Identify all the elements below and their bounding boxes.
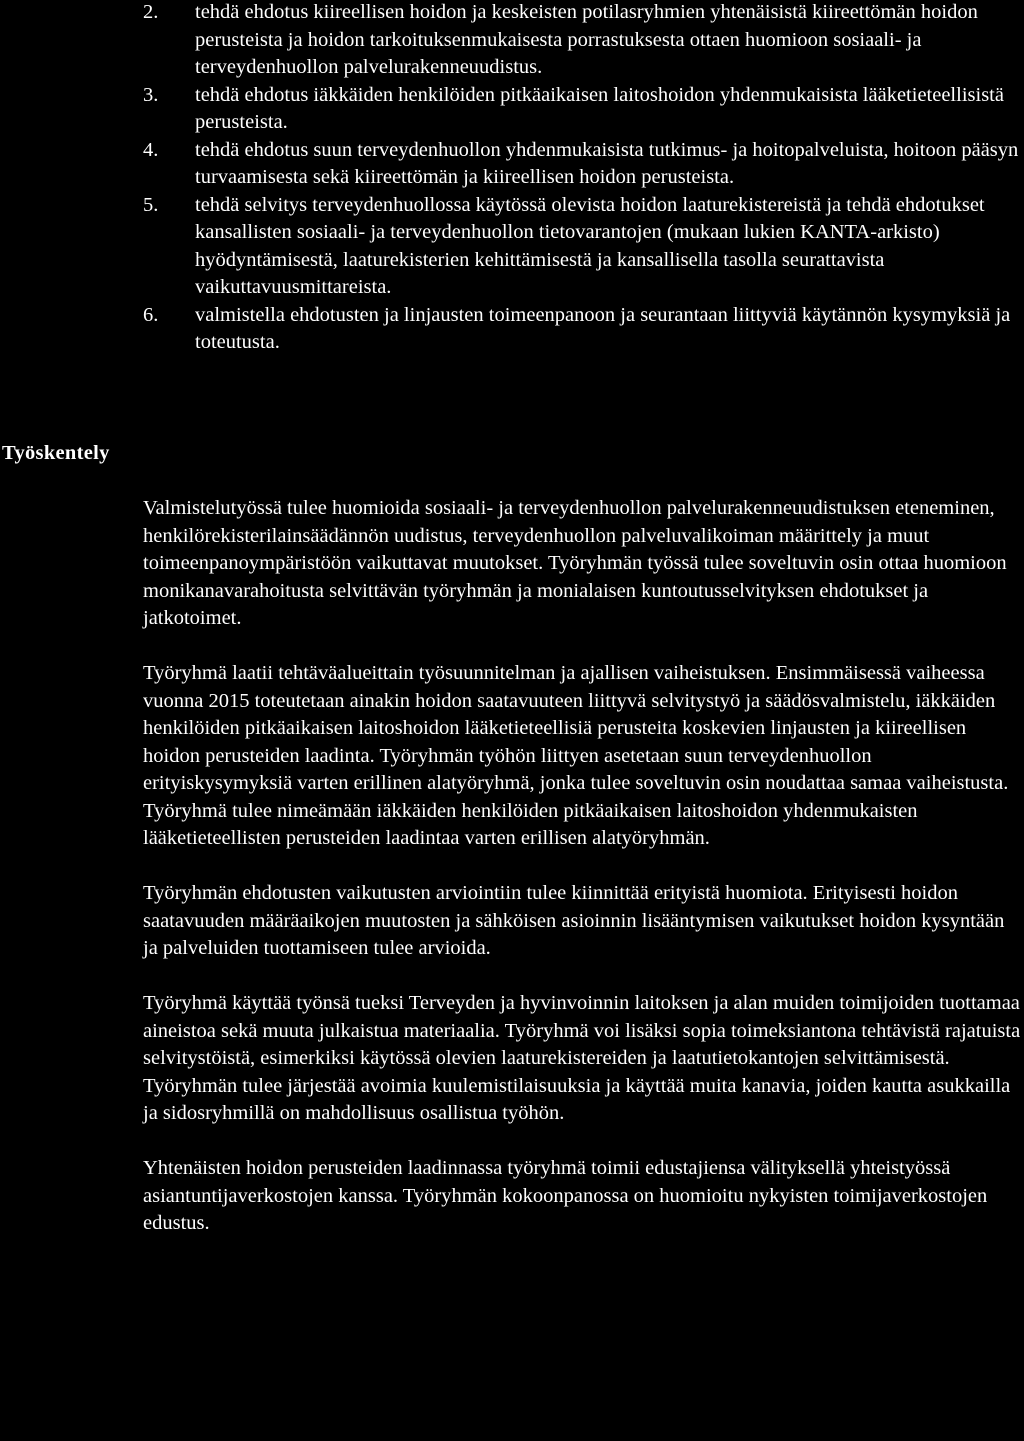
paragraph: Työryhmän ehdotusten vaikutusten arviointiin tulee kiinnittää erityistä huomiota. Erityisesti hoidon saatavuuden määräaikojen muutosten ja sähköisen asioinnin lisääntymisen vaikutukset hoidon kysyntään ja palveluiden tuottamiseen tulee arvioida. xyxy=(143,882,1005,959)
list-item-number: 5. xyxy=(143,193,159,216)
list-item-text: valmistella ehdotusten ja linjausten toimeenpanoon ja seurantaan liittyviä käytännön kysymyksiä ja toteutusta. xyxy=(195,303,1011,353)
paragraph: Yhtenäisten hoidon perusteiden laadinnassa työryhmä toimii edustajiensa välityksellä yhteistyössä asiantuntijaverkostojen kanssa. Työryhmän kokoonpanossa on huomioitu nykyisten toimijaverkostojen edustus. xyxy=(143,1157,988,1234)
paragraph: Valmistelutyössä tulee huomioida sosiaali- ja terveydenhuollon palvelurakenneuudistuksen eteneminen, henkilörekisterilainsäädännön uudistus, terveydenhuollon palveluvalikoiman määrittely ja muut toimeenpanoympäristöön vaikuttavat muutokset. Työryhmän työssä tulee soveltuvin osin ottaa huomioon monikanavarahoitusta selvittävän työryhmän ja monialaisen kuntoutusselvityksen ehdotukset ja jatkotoimet. xyxy=(143,497,1007,629)
task-list xyxy=(143,0,1021,357)
list-item xyxy=(143,137,1021,192)
list-item-text: tehdä selvitys terveydenhuollossa käytössä olevista hoidon laaturekistereistä ja tehdä ehdotukset kansallisten sosiaali- ja terveydenhuollon tietovarantojen (mukaan lukien KANTA-arkisto) hyödyntämisestä, laaturekisterien kehittämisestä ja kansallisella tasolla seurattavista vaikuttavuusmittareista. xyxy=(195,193,985,298)
paragraph: Työryhmä käyttää työnsä tueksi Terveyden ja hyvinvoinnin laitoksen ja alan muiden toimijoiden tuottamaa aineistoa sekä muuta julkaistua materiaalia. Työryhmä voi lisäksi sopia toimeksiantona tehtävistä rajatuista selvitystöistä, esimerkiksi käytössä olevien laaturekistereiden ja laatutietokantojen selvittämisestä. Työryhmän tulee järjestää avoimia kuulemistilaisuuksia ja käyttää muita kanavia, joiden kautta asukkailla ja sidosryhmillä on mahdollisuus osallistua työhön. xyxy=(143,992,1021,1124)
list-item-text: tehdä ehdotus iäkkäiden henkilöiden pitkäaikaisen laitoshoidon yhdenmukaisista lääketieteellisistä perusteista. xyxy=(195,83,1004,133)
list-item-number: 3. xyxy=(143,83,159,106)
list-item xyxy=(143,302,1021,357)
list-item-number: 2. xyxy=(143,1,159,23)
list-item xyxy=(143,0,1021,82)
list-item xyxy=(143,82,1021,137)
section-heading: Työskentely xyxy=(2,442,110,464)
section-body xyxy=(143,495,1023,1265)
list-item-text: tehdä ehdotus suun terveydenhuollon yhdenmukaisista tutkimus- ja hoitopalveluista, hoitoon pääsyn turvaamisesta sekä kiireettömän ja kiireellisen hoidon perusteista. xyxy=(195,138,1019,188)
list-item-number: 4. xyxy=(143,138,159,161)
paragraph: Työryhmä laatii tehtäväalueittain työsuunnitelman ja ajallisen vaiheistuksen. Ensimmäisessä vaiheessa vuonna 2015 toteutetaan ainakin hoidon saatavuuteen liittyvä selvitystyö ja säädösvalmistelu, iäkkäiden henkilöiden pitkäaikaisen laitoshoidon lääketieteellisiä perusteita koskevien linjausten ja kiireellisen hoidon perusteiden laadinta. Työryhmän työhön liittyen asetetaan suun terveydenhuollon erityiskysymyksiä varten erillinen alatyöryhmä, jonka tulee soveltuvin osin noudattaa samaa vaiheistusta. Työryhmä tulee nimeämään iäkkäiden henkilöiden pitkäaikaisen laitoshoidon yhdenmukaisten lääketieteellisten perusteiden laadintaa varten erillisen alatyöryhmän. xyxy=(143,662,1009,849)
list-item-number: 6. xyxy=(143,303,159,326)
list-item-text: tehdä ehdotus kiireellisen hoidon ja keskeisten potilasryhmien yhtenäisistä kiireettömän hoidon perusteista ja hoidon tarkoituksenmukaisesta porrastuksesta ottaen huomioon sosiaali- ja terveydenhuollon palvelurakenneuudistus. xyxy=(195,1,978,78)
list-item xyxy=(143,192,1021,302)
